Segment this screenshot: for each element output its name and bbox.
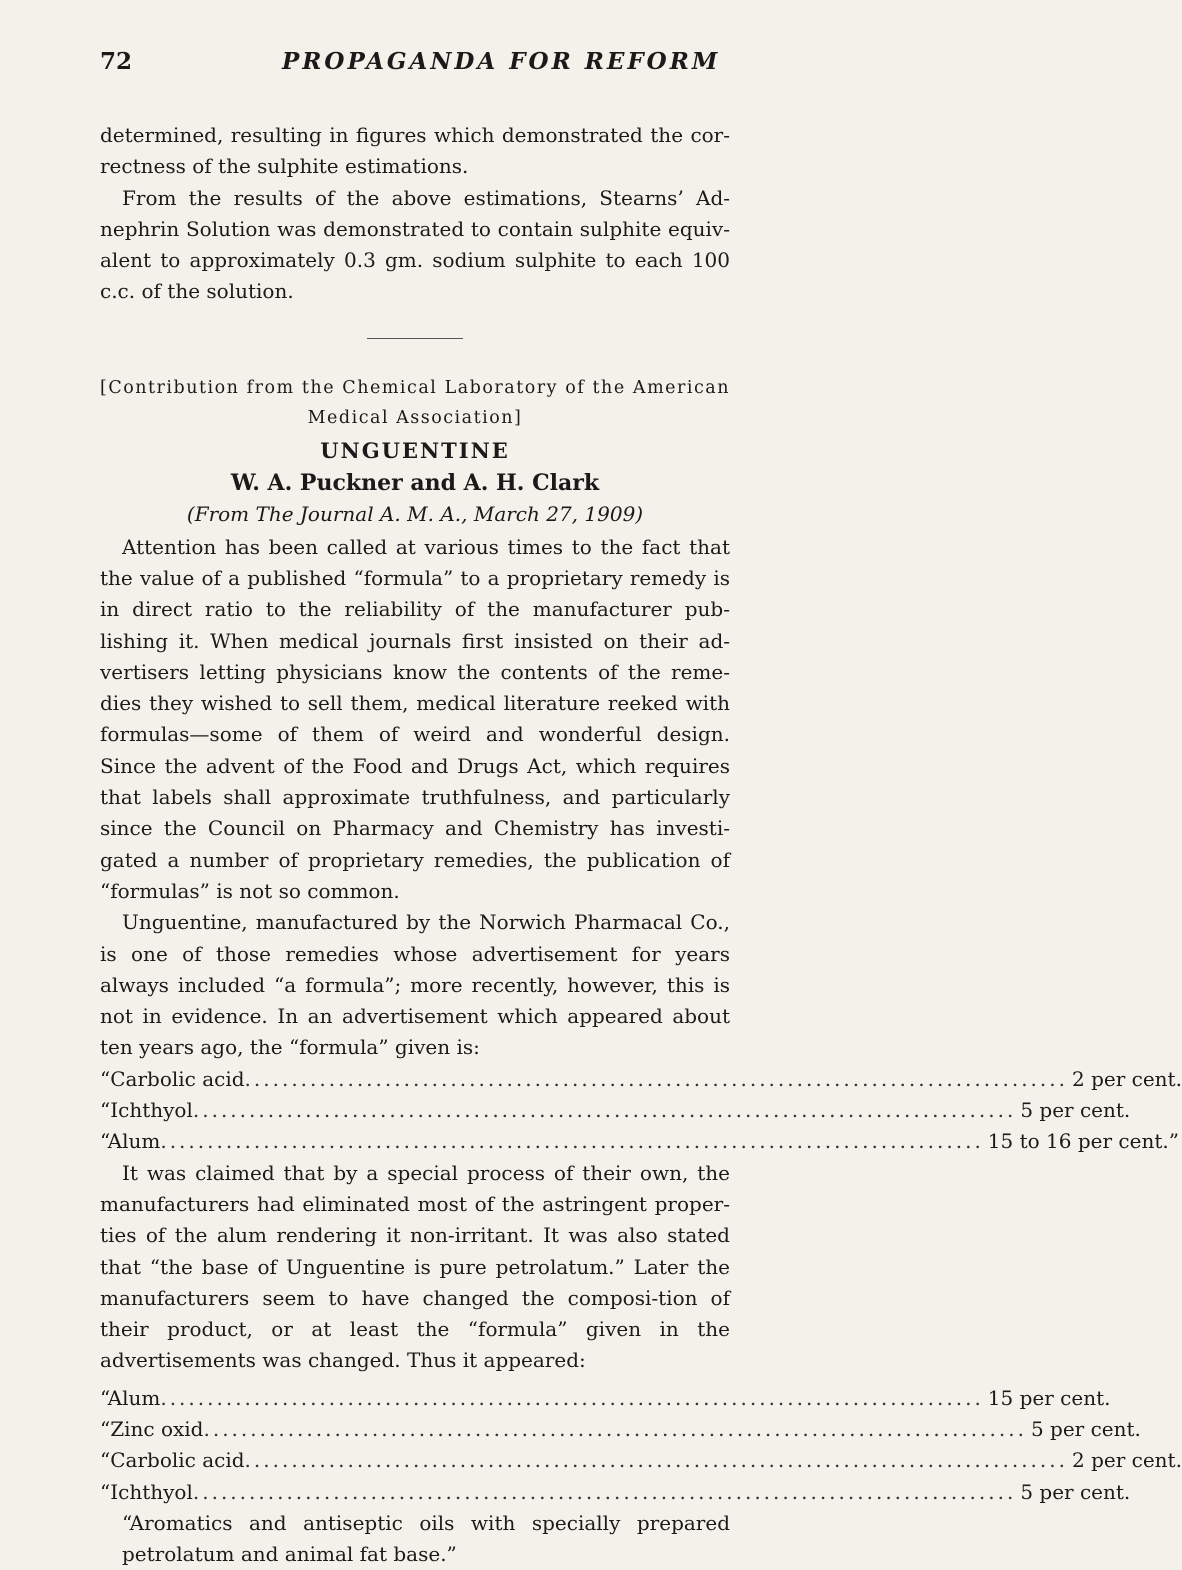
article-authors: W. A. Puckner and A. H. Clark	[230, 470, 600, 497]
article-paragraph-1: Attention has been called at various times to the fact that the value of a published “formula” to a proprietary remedy is in direct ratio to the reliability of the manufacturer pub-lishing it. When medical journals first insisted on their ad-vertisers letting physicians know the contents of the reme-dies they wished to sell them, medical literature reeked with formulas—some of them of weird and wonderful design. Since the advent of the Food and Drugs Act, which requires that labels shall approximate truthfulness, and particularly since the Council on Pharmacy and Chemistry has investi-gated a number of proprietary remedies, the publication of “formulas” is not so common.	[100, 534, 730, 903]
article-source: (From The Journal A. M. A., March 27, 1909)	[186, 502, 644, 527]
leader-dots: ........................................................................................	[244, 1448, 1068, 1473]
ingredient-amount: 15 per cent.	[987, 1385, 1111, 1410]
ingredient-name: “Ichthyol	[100, 1098, 193, 1123]
leader-dots: ........................................................................................	[160, 1129, 984, 1154]
ingredient-amount: 2 per cent.	[1071, 1448, 1182, 1473]
article-paragraph-2: Unguentine, manufactured by the Norwich Pharmacal Co., is one of those remedies whose advertisement for years always included “a formula”; more recently, however, this is not in evidence. In an advertisement which appeared about ten years ago, the “formula” given is:	[100, 910, 730, 1060]
running-title: PROPAGANDA FOR REFORM	[282, 48, 721, 75]
page-number: 72	[100, 48, 133, 75]
section-divider	[367, 338, 463, 339]
formula-line	[100, 1445, 1182, 1476]
leader-dots: ........................................................................................	[192, 1479, 1017, 1504]
ingredient-amount: 5 per cent.	[1030, 1416, 1141, 1441]
leader-dots: ........................................................................................	[203, 1416, 1027, 1441]
formula-list-2	[100, 1383, 1182, 1570]
formula-list-1	[100, 1064, 1182, 1158]
formula-line	[100, 1477, 1131, 1508]
formula-base-note: “Aromatics and antiseptic oils with specially prepared petrolatum and animal fat base.”	[122, 1510, 730, 1567]
running-header	[100, 48, 740, 75]
ingredient-amount: 5 per cent.	[1020, 1479, 1131, 1504]
article-paragraph-3: It was claimed that by a special process of their own, the manufacturers had eliminated most of the astringent proper-ties of the alum rendering it non-irritant. It was also stated that “the base of Unguentine is pure petrolatum.” Later the manufacturers seem to have changed the composi-tion of their product, or at least the “formula” given in the advertisements was changed. Thus it appeared:	[100, 1160, 730, 1373]
formula-line	[100, 1414, 1141, 1445]
leader-dots: ........................................................................................	[160, 1385, 984, 1410]
intro-paragraph-1: determined, resulting in figures which demonstrated the cor-rectness of the sulphite estimations.	[100, 123, 730, 179]
formula-line	[100, 1095, 1131, 1126]
ingredient-name: “Alum	[100, 1129, 161, 1154]
intro-paragraph-2: From the results of the above estimations, Stearns’ Ad-nephrin Solution was demonstrated to contain sulphite equiv-alent to approximately 0.3 gm. sodium sulphite to each 100 c.c. of the solution.	[100, 185, 730, 304]
leader-dots: ........................................................................................	[192, 1098, 1017, 1123]
ingredient-amount: 5 per cent.	[1020, 1098, 1131, 1123]
ingredient-name: “Carbolic acid	[100, 1066, 245, 1091]
leader-dots: ........................................................................................	[244, 1066, 1068, 1091]
ingredient-name: “Carbolic acid	[100, 1448, 245, 1473]
page-body	[100, 120, 1182, 1570]
formula-line	[100, 1126, 1179, 1157]
article-title: UNGUENTINE	[320, 437, 510, 463]
ingredient-amount: 15 to 16 per cent.”	[987, 1129, 1179, 1154]
ingredient-name: “Alum	[100, 1385, 161, 1410]
contribution-note: [Contribution from the Chemical Laboratory of the American Medical Association]	[100, 377, 730, 428]
ingredient-name: “Ichthyol	[100, 1479, 193, 1504]
ingredient-amount: 2 per cent.	[1071, 1066, 1182, 1091]
ingredient-name: “Zinc oxid	[100, 1416, 204, 1441]
formula-line	[100, 1064, 1182, 1095]
formula-line	[100, 1383, 1111, 1414]
